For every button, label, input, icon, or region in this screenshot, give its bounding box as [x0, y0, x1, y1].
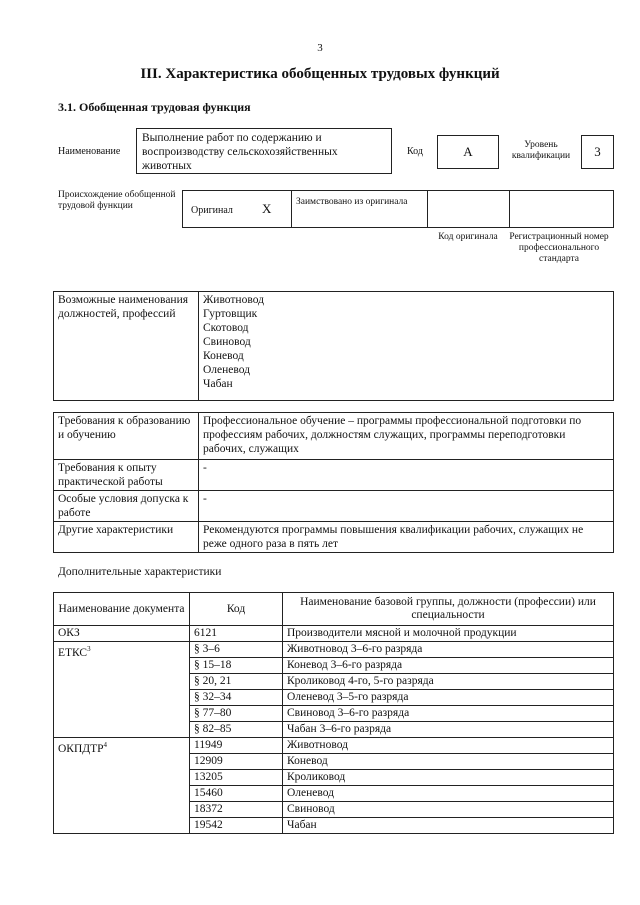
name-cell: Свиновод 3–6-го разряда [283, 706, 614, 722]
requirement-label: Требования к опыту практической работы [54, 460, 199, 491]
name-cell: Свиновод [283, 802, 614, 818]
borrowed-label: Заимствовано из оригинала [296, 197, 408, 207]
code-cell: 6121 [190, 626, 283, 642]
code-cell: § 77–80 [190, 706, 283, 722]
code-cell: § 32–34 [190, 690, 283, 706]
table-header-row [54, 593, 614, 626]
positions-list [199, 292, 614, 401]
name-cell: Коневод [283, 754, 614, 770]
code-cell: § 3–6 [190, 642, 283, 658]
name-cell: Кроликовод [283, 770, 614, 786]
name-cell: Оленевод [283, 786, 614, 802]
list-item: Животновод [203, 294, 264, 306]
code-label: Код [407, 146, 423, 157]
list-item: Скотовод [203, 322, 249, 334]
name-cell: Производители мясной и молочной продукции [283, 626, 614, 642]
table-row [54, 642, 614, 658]
doc-cell: ЕТКС$^3$ [54, 642, 190, 738]
table-row [54, 491, 614, 522]
section-title: III. Характеристика обобщенных трудовых функций [140, 66, 500, 82]
code-cell: § 82–85 [190, 722, 283, 738]
table-row [54, 738, 614, 754]
origin-divider [291, 191, 292, 227]
doc-cell: ОКЗ [54, 626, 190, 642]
name-label: Наименование [58, 146, 121, 157]
requirement-label: Требования к образованию и обучению [54, 413, 199, 460]
table-row [54, 460, 614, 491]
page-number: 3 [317, 42, 323, 54]
table-row [54, 522, 614, 553]
name-cell: Кроликовод 4-го, 5-го разряда [283, 674, 614, 690]
code-box: A [437, 135, 499, 169]
name-cell: Животновод 3–6-го разряда [283, 642, 614, 658]
code-cell: 13205 [190, 770, 283, 786]
requirements-table [53, 412, 614, 553]
function-name-box: Выполнение работ по содержанию и воспроизводству сельскохозяйственных животных [136, 128, 392, 174]
original-label: Оригинал [191, 205, 233, 216]
code-cell: 15460 [190, 786, 283, 802]
name-cell: Оленевод 3–5-го разряда [283, 690, 614, 706]
table-row [54, 626, 614, 642]
code-original-caption: Код оригинала [438, 232, 498, 242]
code-cell: § 20, 21 [190, 674, 283, 690]
origin-divider [427, 191, 428, 227]
doc-cell: ОКПДТР$^4$ [54, 738, 190, 834]
level-label: Уровень квалификации [511, 140, 571, 161]
requirement-label: Особые условия допуска к работе [54, 491, 199, 522]
code-cell: 12909 [190, 754, 283, 770]
name-cell: Чабан 3–6-го разряда [283, 722, 614, 738]
list-item: Чабан [203, 378, 233, 390]
origin-label: Происхождение обобщенной трудовой функции [58, 190, 176, 211]
list-item: Свиновод [203, 336, 251, 348]
list-item: Гуртовщик [203, 308, 258, 320]
original-mark: X [262, 201, 272, 216]
requirement-value: - [199, 491, 614, 522]
subsection-title: 3.1. Обобщенная трудовая функция [58, 100, 251, 114]
table-row [54, 413, 614, 460]
code-cell: § 15–18 [190, 658, 283, 674]
code-cell: 11949 [190, 738, 283, 754]
requirement-value: Рекомендуются программы повышения квалификации рабочих, служащих не реже одного раза в пять лет [199, 522, 614, 553]
code-cell: 19542 [190, 818, 283, 834]
col-header-document: Наименование документа [54, 593, 190, 626]
name-cell: Животновод [283, 738, 614, 754]
additional-title: Дополнительные характеристики [58, 566, 222, 578]
col-header-code: Код [190, 593, 283, 626]
requirement-value: - [199, 460, 614, 491]
requirement-value: Профессиональное обучение – программы профессиональной подготовки по профессиям рабочих, должностям служащих, программы переподготовки рабочих, служащих [199, 413, 614, 460]
origin-box [182, 190, 614, 228]
name-cell: Коневод 3–6-го разряда [283, 658, 614, 674]
positions-label: Возможные наименования должностей, профессий [54, 292, 199, 401]
name-cell: Чабан [283, 818, 614, 834]
registration-number-caption: Регистрационный номер профессионального стандарта [509, 232, 609, 264]
level-box: 3 [581, 135, 614, 169]
positions-table [53, 291, 614, 401]
origin-divider [509, 191, 510, 227]
list-item: Оленевод [203, 364, 251, 376]
list-item: Коневод [203, 350, 244, 362]
additional-table [53, 592, 614, 834]
requirement-label: Другие характеристики [54, 522, 199, 553]
code-cell: 18372 [190, 802, 283, 818]
col-header-name: Наименование базовой группы, должности (профессии) или специальности [283, 593, 614, 626]
